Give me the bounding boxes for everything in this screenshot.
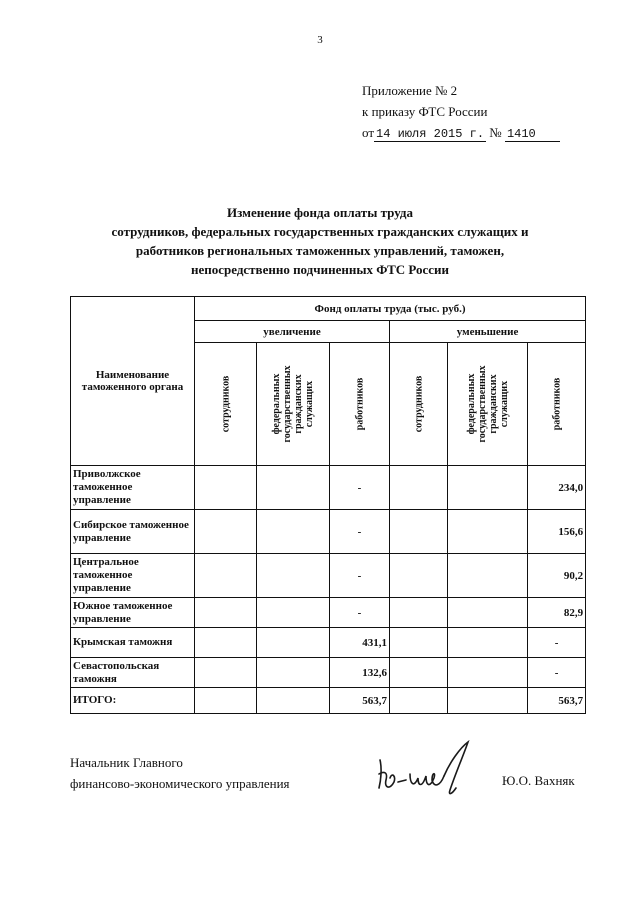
dec-employees-cell bbox=[390, 628, 448, 658]
inc-civil-line-4: служащих bbox=[304, 380, 315, 428]
table-row bbox=[71, 510, 586, 554]
order-date: 14 июля 2015 г. bbox=[376, 127, 485, 141]
dec-workers-cell: 234,0 bbox=[528, 466, 586, 510]
page-number: 3 bbox=[317, 34, 323, 46]
inc-workers-cell: - bbox=[330, 510, 390, 554]
dec-civil-line-3: гражданских bbox=[487, 374, 499, 434]
dec-workers-cell: - bbox=[528, 658, 586, 688]
inc-employees-cell bbox=[195, 658, 257, 688]
date-prefix: от bbox=[362, 125, 375, 140]
inc-employees-label: сотрудников bbox=[220, 375, 231, 433]
total-inc-civil bbox=[257, 688, 330, 714]
inc-civil-cell bbox=[257, 554, 330, 598]
dec-workers-header bbox=[528, 343, 586, 466]
org-name: Южное таможенное управление bbox=[71, 598, 195, 628]
inc-civil-header bbox=[257, 343, 330, 466]
title-line-3: работников региональных таможенных управлений, таможен, bbox=[135, 243, 505, 258]
dec-civil-cell bbox=[448, 554, 528, 598]
total-dec-workers: 563,7 bbox=[528, 688, 586, 714]
appendix-date-line bbox=[362, 122, 560, 145]
inc-workers-label: работников bbox=[354, 377, 365, 431]
position-line-1: Начальник Главного bbox=[70, 755, 183, 770]
signatory-name: Ю.О. Вахняк bbox=[502, 773, 575, 788]
dec-employees-cell bbox=[390, 658, 448, 688]
inc-workers-cell: - bbox=[330, 466, 390, 510]
increase-header: увеличение bbox=[195, 321, 390, 343]
dec-workers-label: работников bbox=[551, 377, 563, 431]
dec-civil-line-2: государственных bbox=[476, 365, 488, 443]
fund-header: Фонд оплаты труда (тыс. руб.) bbox=[195, 297, 586, 321]
dec-workers-cell: 82,9 bbox=[528, 598, 586, 628]
dec-civil-cell bbox=[448, 510, 528, 554]
inc-employees-cell bbox=[195, 466, 257, 510]
table-row bbox=[71, 598, 586, 628]
title-line-2: сотрудников, федеральных государственных гражданских служащих и bbox=[111, 224, 529, 239]
number-prefix: № bbox=[489, 125, 502, 140]
table-row bbox=[71, 628, 586, 658]
dec-employees-cell bbox=[390, 510, 448, 554]
inc-employees-header bbox=[195, 343, 257, 466]
appendix-header bbox=[362, 80, 560, 145]
total-inc-workers: 563,7 bbox=[330, 688, 390, 714]
appendix-line-2: к приказу ФТС России bbox=[362, 104, 488, 119]
org-name: Севастопольская таможня bbox=[71, 658, 195, 688]
dec-workers-cell: 156,6 bbox=[528, 510, 586, 554]
total-row bbox=[71, 688, 586, 714]
inc-civil-cell bbox=[257, 510, 330, 554]
dec-workers-cell: 90,2 bbox=[528, 554, 586, 598]
inc-workers-cell: 431,1 bbox=[330, 628, 390, 658]
position-line-2: финансово-экономического управления bbox=[70, 776, 290, 791]
table-row bbox=[71, 554, 586, 598]
inc-employees-cell bbox=[195, 554, 257, 598]
dec-employees-cell bbox=[390, 598, 448, 628]
total-dec-employees bbox=[390, 688, 448, 714]
inc-workers-cell: - bbox=[330, 554, 390, 598]
appendix-line-1: Приложение № 2 bbox=[362, 83, 458, 98]
dec-civil-line-4: служащих bbox=[498, 380, 510, 428]
dec-civil-header bbox=[448, 343, 528, 466]
fund-table bbox=[70, 296, 586, 714]
order-number: 1410 bbox=[505, 127, 560, 142]
org-name: Сибирское таможенное управление bbox=[71, 510, 195, 554]
inc-civil-cell bbox=[257, 658, 330, 688]
decrease-header: уменьшение bbox=[390, 321, 586, 343]
inc-employees-cell bbox=[195, 628, 257, 658]
dec-civil-cell bbox=[448, 466, 528, 510]
dec-employees-label: сотрудников bbox=[413, 375, 424, 433]
dec-civil-cell bbox=[448, 598, 528, 628]
inc-employees-cell bbox=[195, 598, 257, 628]
table-row bbox=[71, 466, 586, 510]
dec-civil-cell bbox=[448, 628, 528, 658]
name-column-header-text: Наименование таможенного органа bbox=[81, 369, 184, 393]
name-column-header bbox=[71, 297, 195, 466]
dec-employees-cell bbox=[390, 554, 448, 598]
org-name: Крымская таможня bbox=[71, 628, 195, 658]
inc-civil-label bbox=[271, 365, 315, 442]
title-line-4: непосредственно подчиненных ФТС России bbox=[190, 262, 450, 277]
inc-civil-cell bbox=[257, 598, 330, 628]
dec-civil-line-1: федеральных bbox=[465, 373, 477, 435]
org-name: Приволжское таможенное управление bbox=[71, 466, 195, 510]
handwritten-signature bbox=[372, 738, 482, 802]
table-row bbox=[71, 658, 586, 688]
signatory-position bbox=[70, 752, 290, 794]
inc-civil-line-1: федеральных bbox=[271, 373, 282, 435]
inc-civil-line-3: гражданских bbox=[293, 374, 304, 434]
dec-civil-cell bbox=[448, 658, 528, 688]
dec-workers-cell: - bbox=[528, 628, 586, 658]
inc-workers-cell: - bbox=[330, 598, 390, 628]
inc-workers-cell: 132,6 bbox=[330, 658, 390, 688]
total-dec-civil bbox=[448, 688, 528, 714]
inc-employees-cell bbox=[195, 510, 257, 554]
inc-workers-header bbox=[330, 343, 390, 466]
dec-employees-header bbox=[390, 343, 448, 466]
dec-employees-cell bbox=[390, 466, 448, 510]
org-name: Центральное таможенное управление bbox=[71, 554, 195, 598]
inc-civil-cell bbox=[257, 628, 330, 658]
total-inc-employees bbox=[195, 688, 257, 714]
title-line-1: Изменение фонда оплаты труда bbox=[227, 205, 413, 220]
inc-civil-cell bbox=[257, 466, 330, 510]
dec-civil-label bbox=[466, 365, 510, 442]
document-title bbox=[60, 203, 580, 279]
total-label: ИТОГО: bbox=[71, 688, 195, 714]
inc-civil-line-2: государственных bbox=[282, 365, 293, 443]
